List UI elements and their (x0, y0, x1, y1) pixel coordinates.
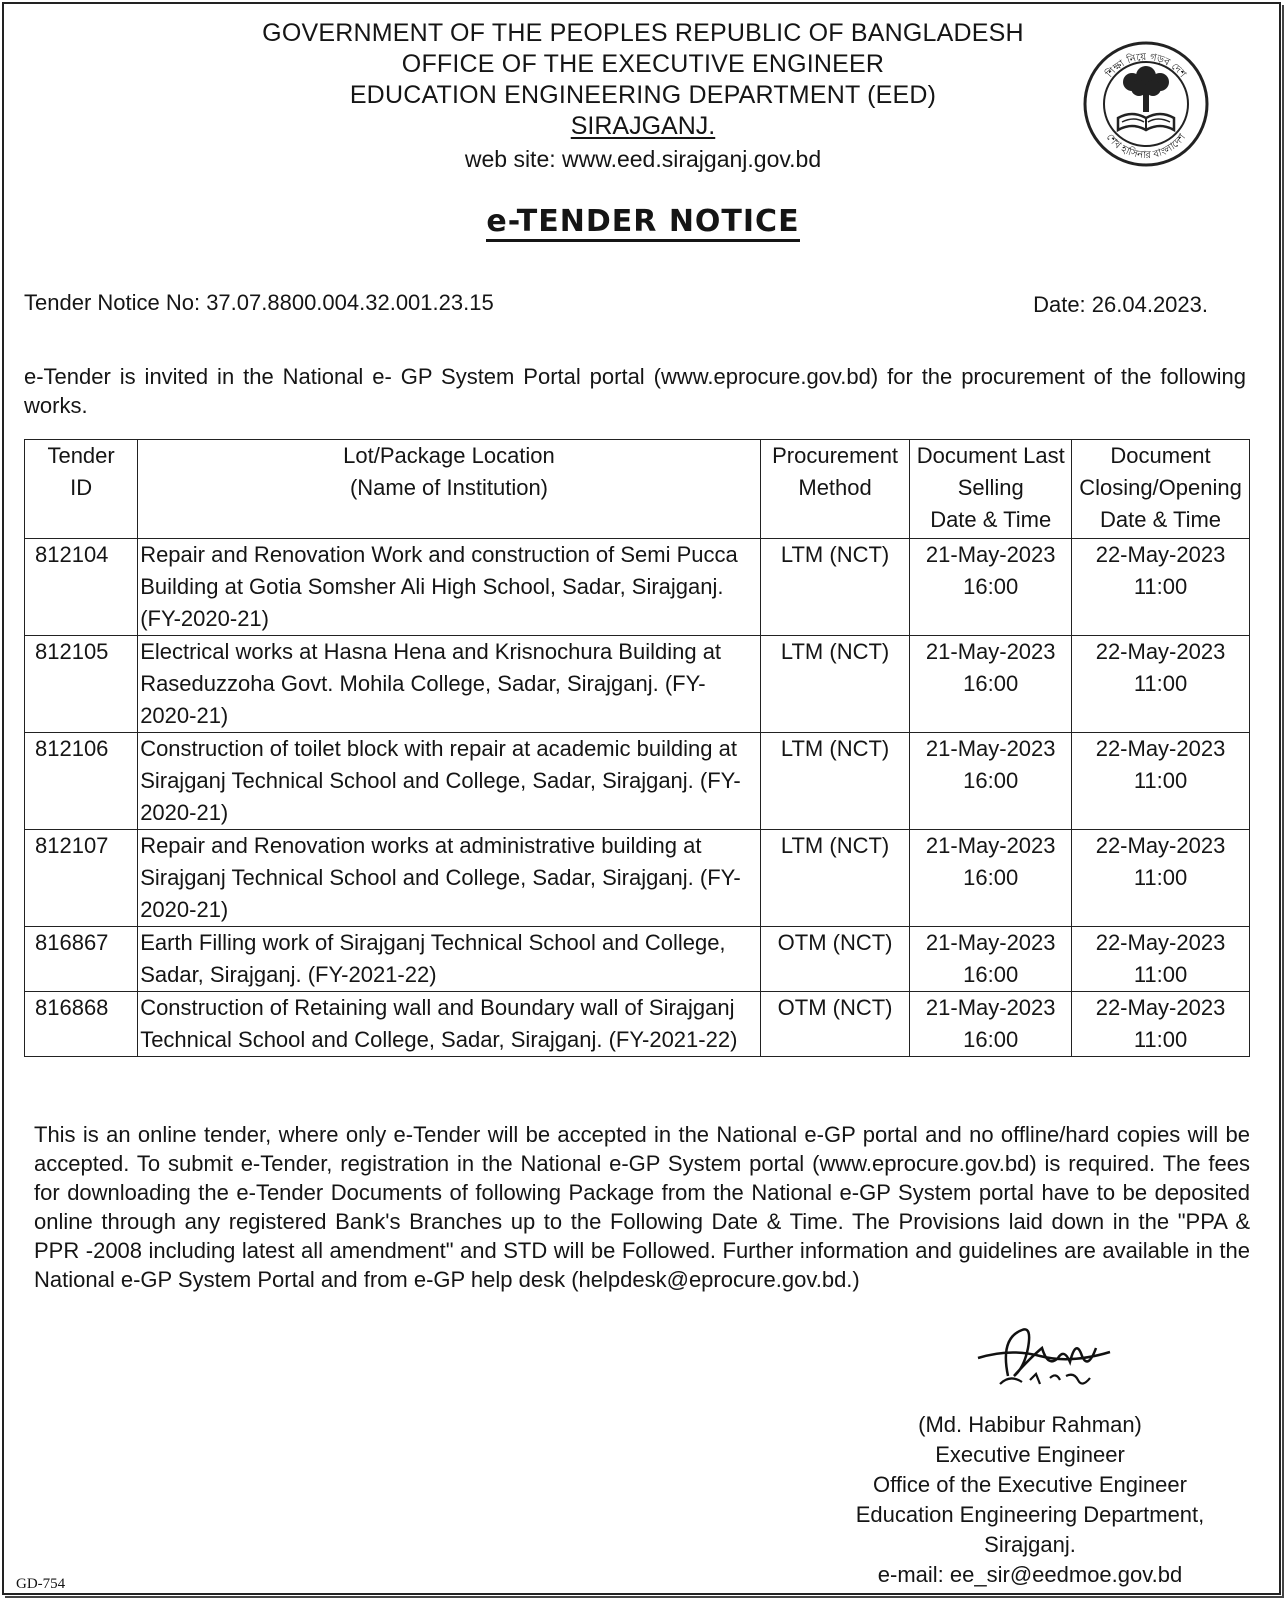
header-last-selling (910, 440, 1072, 539)
package-location: Repair and Renovation Work and construction of Semi Pucca Building at Gotia Somsher Ali High School, Sadar, Sirajganj. (FY-2020-21) (138, 539, 761, 636)
table-row (25, 927, 1250, 992)
last-selling-datetime (910, 733, 1072, 830)
table-row (25, 992, 1250, 1057)
time: 11:00 (1133, 1027, 1188, 1052)
time: 11:00 (1133, 865, 1188, 890)
header-text: Method (798, 475, 872, 500)
signatory-name: (Md. Habibur Rahman) (918, 1412, 1142, 1437)
seal-bottom-text: শেখ হাসিনার বাংলাদেশ (1103, 131, 1189, 162)
procurement-method: LTM (NCT) (760, 830, 910, 927)
package-location: Earth Filling work of Sirajganj Technical School and College, Sadar, Sirajganj. (FY-2021-22) (138, 927, 761, 992)
last-selling-datetime (910, 636, 1072, 733)
time: 16:00 (963, 768, 1019, 793)
signatory-city: Sirajganj. (984, 1532, 1076, 1557)
header-text: Lot/Package Location (343, 443, 555, 468)
header-text: Procurement (772, 443, 899, 468)
header-procurement-method (760, 440, 910, 539)
date: 22-May-2023 (1095, 833, 1226, 858)
tender-id: 812105 (25, 636, 138, 733)
tender-table (24, 439, 1250, 1057)
tender-notice-number: Tender Notice No: 37.07.8800.004.32.001.23.15 (24, 290, 494, 315)
footer-code: GD-754 (16, 1576, 66, 1592)
time: 16:00 (963, 671, 1019, 696)
table-row (25, 539, 1250, 636)
package-location: Repair and Renovation works at administrative building at Sirajganj Technical School and College, Sadar, Sirajganj. (FY-2020-21) (138, 830, 761, 927)
header-text: Closing/Opening (1079, 475, 1242, 500)
date: 21-May-2023 (925, 542, 1056, 567)
time: 11:00 (1133, 962, 1188, 987)
date: 22-May-2023 (1095, 995, 1226, 1020)
procurement-method: LTM (NCT) (760, 539, 910, 636)
notice-title-text: e-TENDER NOTICE (486, 204, 799, 242)
last-selling-datetime (910, 830, 1072, 927)
signatory-block (820, 1410, 1240, 1590)
tender-id: 812104 (25, 539, 138, 636)
header-text: (Name of Institution) (349, 475, 549, 500)
department-seal-logo (1082, 40, 1210, 168)
procurement-method: LTM (NCT) (760, 636, 910, 733)
header-closing-opening (1072, 440, 1250, 539)
time: 16:00 (963, 962, 1019, 987)
table-row (25, 733, 1250, 830)
date: 22-May-2023 (1095, 930, 1226, 955)
time: 11:00 (1133, 574, 1188, 599)
intro-paragraph: e-Tender is invited in the National e- GP System Portal portal (www.eprocure.gov.bd) for the procurement of the following works. (24, 364, 1246, 418)
header-text: Document Last (916, 443, 1065, 468)
signatory-department: Education Engineering Department, (855, 1502, 1205, 1527)
notice-date: Date: 26.04.2023. (1033, 292, 1208, 317)
date: 21-May-2023 (925, 736, 1056, 761)
header-text: Date & Time (930, 507, 1052, 532)
notice-title (0, 204, 1286, 239)
last-selling-datetime (910, 539, 1072, 636)
last-selling-datetime (910, 927, 1072, 992)
time: 11:00 (1133, 671, 1188, 696)
header-text: Selling (957, 475, 1024, 500)
signatory-designation: Executive Engineer (935, 1442, 1125, 1467)
date: 21-May-2023 (925, 639, 1056, 664)
table-header-row (25, 440, 1250, 539)
last-selling-datetime (910, 992, 1072, 1057)
signatory-office: Office of the Executive Engineer (873, 1472, 1187, 1497)
date: 21-May-2023 (925, 995, 1056, 1020)
header-tender-id (25, 440, 138, 539)
instructions-paragraph: This is an online tender, where only e-Tender will be accepted in the National e-GP portal and no offline/hard copies will be accepted. To submit e-Tender, registration in the National e-GP System portal (www.eprocure.gov.bd) is required. The fees for downloading the e-Tender Documents of following Package from the National e-GP System portal have to be deposited online through any registered Bank's Branches up to the Following Date & Time. The Provisions laid down in the "PPA & PPR -2008 including latest all amendment" and STD will be Followed. Further information and guidelines are available in the National e-GP System Portal and from e-GP help desk (helpdesk@eprocure.gov.bd.) (34, 1122, 1250, 1292)
handwritten-signature (970, 1318, 1120, 1402)
closing-opening-datetime (1072, 927, 1250, 992)
closing-opening-datetime (1072, 830, 1250, 927)
tender-id: 812107 (25, 830, 138, 927)
closing-opening-datetime (1072, 733, 1250, 830)
procurement-method: OTM (NCT) (760, 927, 910, 992)
header-website: web site: www.eed.sirajganj.gov.bd (464, 146, 822, 172)
header-text: Document (1110, 443, 1211, 468)
closing-opening-datetime (1072, 992, 1250, 1057)
closing-opening-datetime (1072, 539, 1250, 636)
time: 16:00 (963, 1027, 1019, 1052)
date: 21-May-2023 (925, 833, 1056, 858)
header-department: EDUCATION ENGINEERING DEPARTMENT (EED) (349, 81, 937, 109)
date: 22-May-2023 (1095, 542, 1226, 567)
header-text: Tender (47, 443, 115, 468)
header-city: SIRAJGANJ. (570, 112, 716, 140)
date: 21-May-2023 (925, 930, 1056, 955)
header-text: ID (70, 475, 93, 500)
tender-id: 816867 (25, 927, 138, 992)
header-text: Date & Time (1100, 507, 1222, 532)
header-location (138, 440, 761, 539)
table-row (25, 636, 1250, 733)
date: 22-May-2023 (1095, 639, 1226, 664)
package-location: Construction of Retaining wall and Boundary wall of Sirajganj Technical School and College, Sadar, Sirajganj. (FY-2021-22) (138, 992, 761, 1057)
time: 16:00 (963, 865, 1019, 890)
package-location: Construction of toilet block with repair at academic building at Sirajganj Technical School and College, Sadar, Sirajganj. (FY-2020-21) (138, 733, 761, 830)
date: 22-May-2023 (1095, 736, 1226, 761)
package-location: Electrical works at Hasna Hena and Krisnochura Building at Raseduzzoha Govt. Mohila College, Sadar, Sirajganj. (FY-2020-21) (138, 636, 761, 733)
table-row (25, 830, 1250, 927)
tender-id: 816868 (25, 992, 138, 1057)
tender-id: 812106 (25, 733, 138, 830)
header-office: OFFICE OF THE EXECUTIVE ENGINEER (401, 50, 885, 78)
time: 11:00 (1133, 768, 1188, 793)
procurement-method: LTM (NCT) (760, 733, 910, 830)
time: 16:00 (963, 574, 1019, 599)
header-government: GOVERNMENT OF THE PEOPLES REPUBLIC OF BANGLADESH (262, 19, 1024, 47)
procurement-method: OTM (NCT) (760, 992, 910, 1057)
signatory-email: e-mail: ee_sir@eedmoe.gov.bd (877, 1562, 1183, 1587)
closing-opening-datetime (1072, 636, 1250, 733)
seal-top-text: শিক্ষা নিয়ে গড়ব দেশ (1104, 51, 1188, 80)
